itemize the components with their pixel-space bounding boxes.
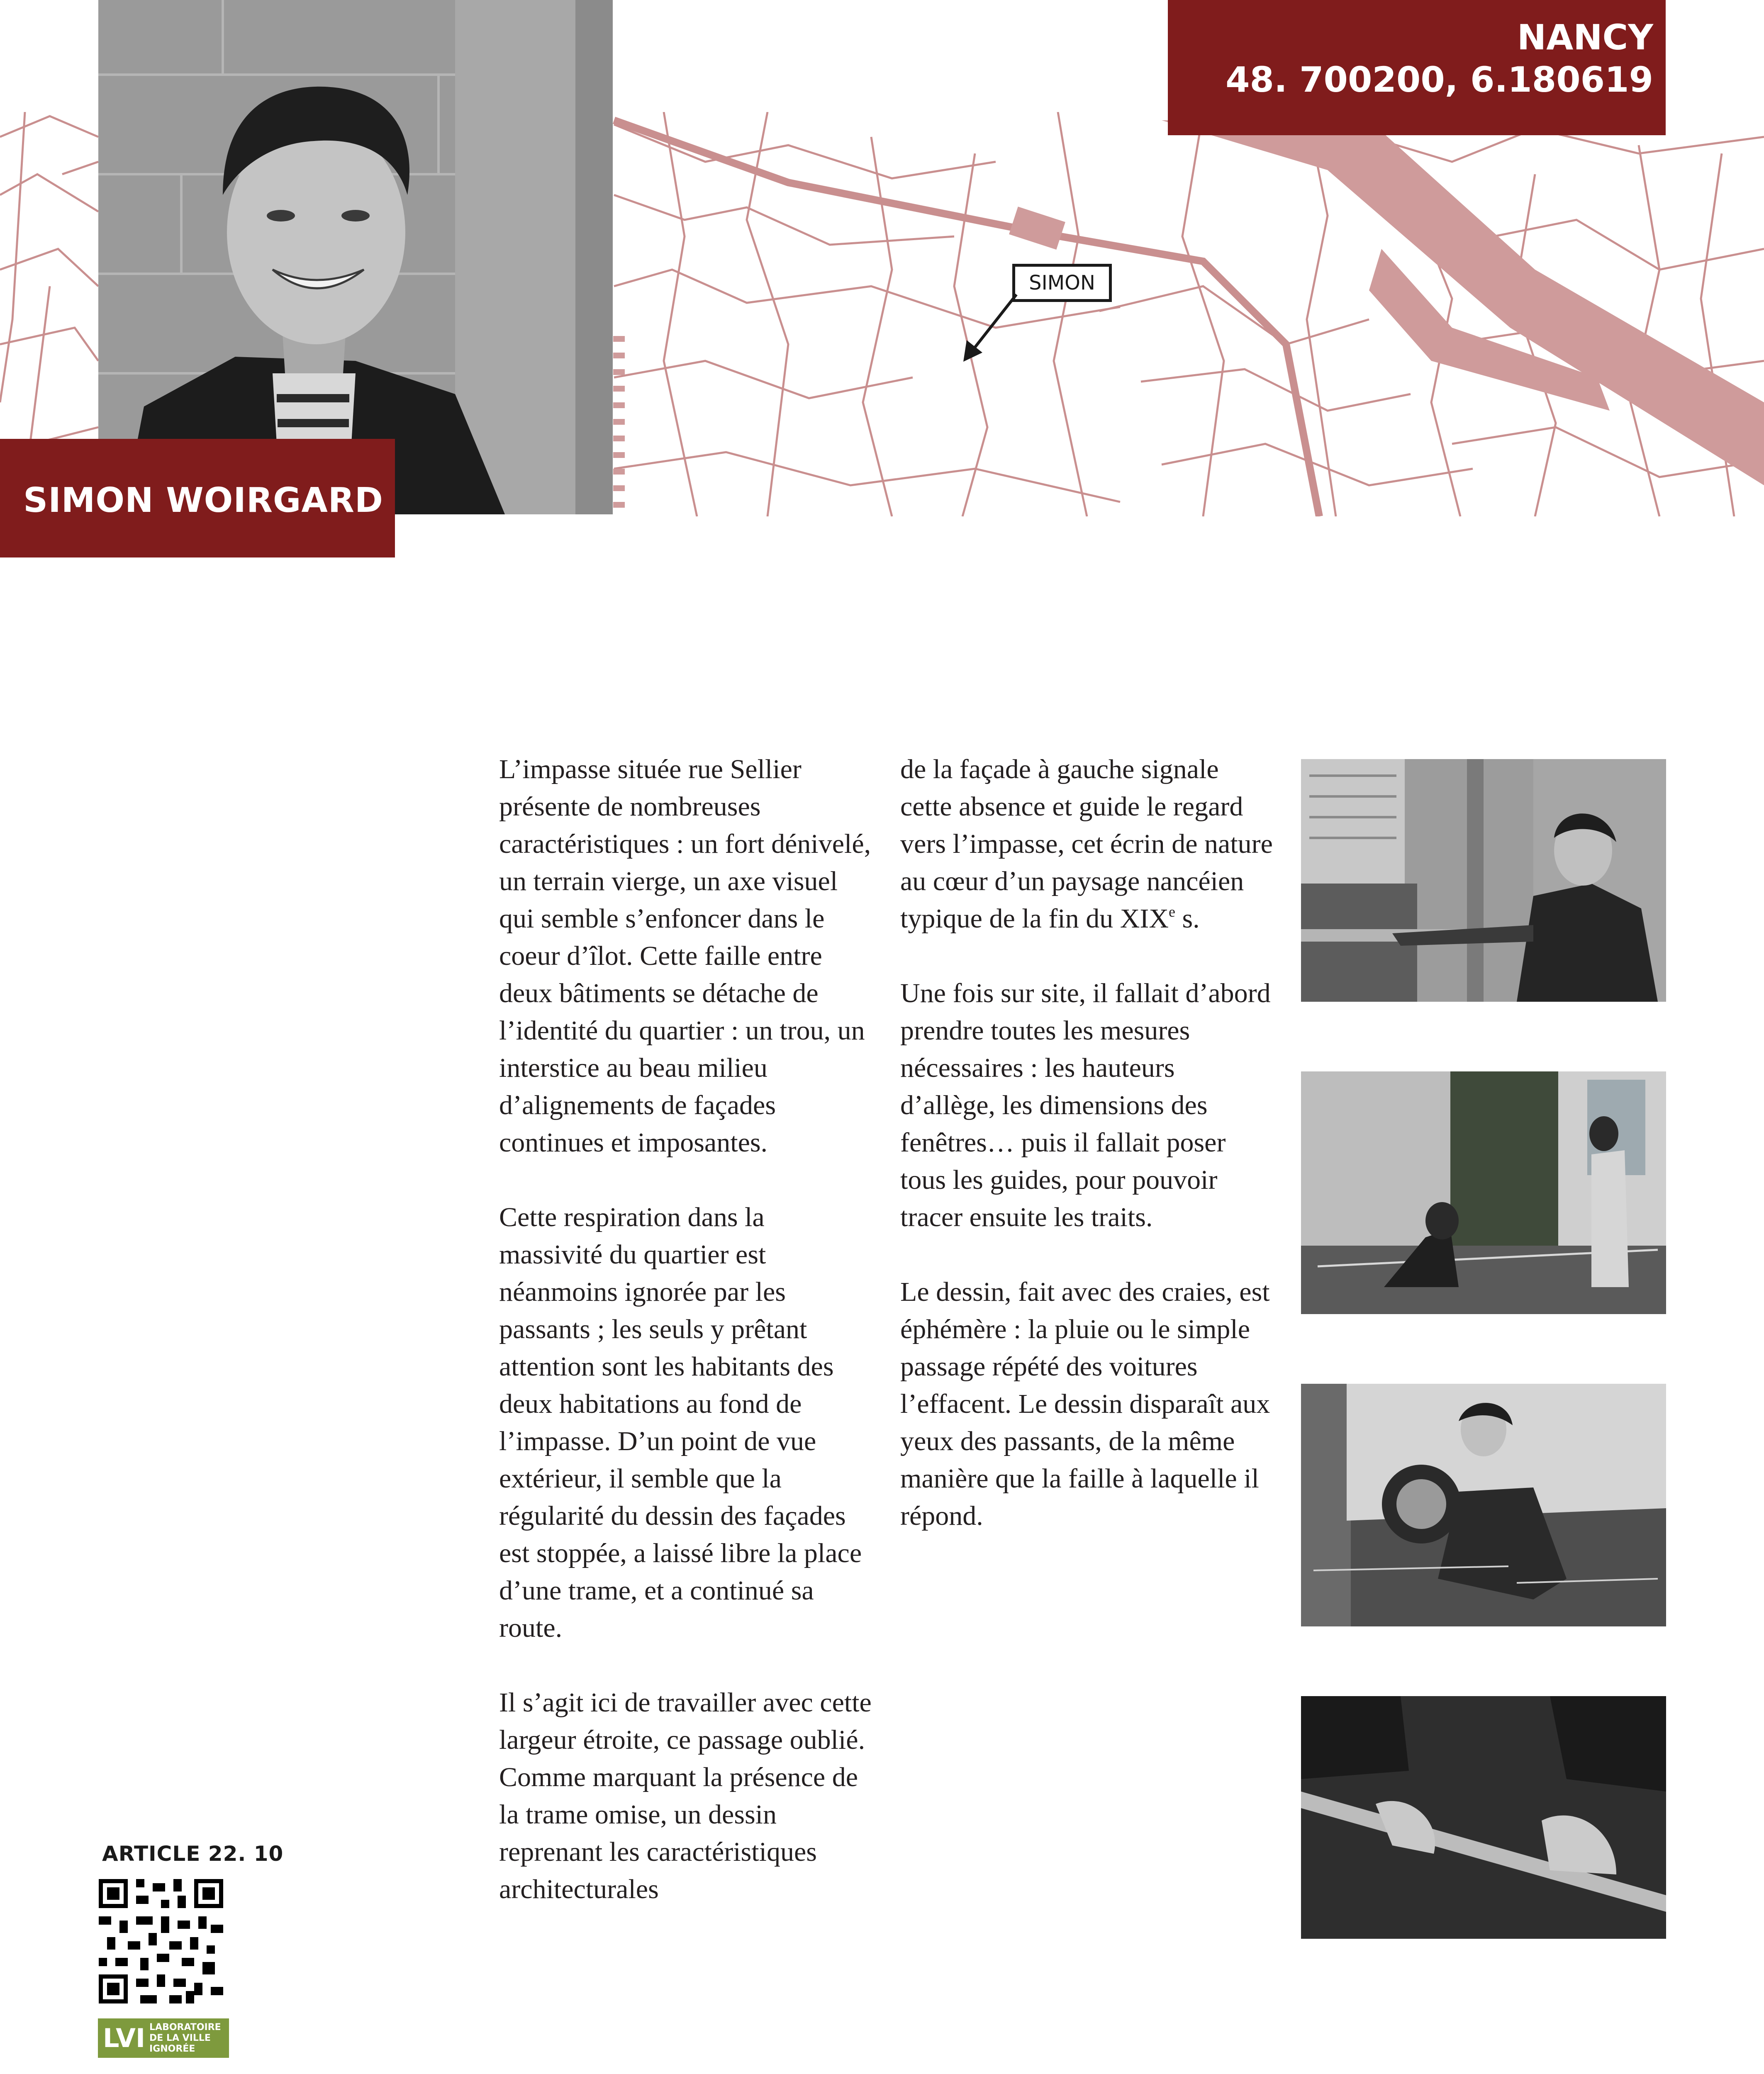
- paragraph-text-end: s.: [1175, 903, 1200, 934]
- map-marker-arrow-icon: [954, 290, 1021, 365]
- photo-hands-tracing: [1301, 1696, 1666, 1939]
- article-paragraph: Cette respiration dans la massivité du quartier est néanmoins ignorée par les passants ; les seuls y prêtant attention sont les habitants des deux habitations au fond de l’impasse. D’un point de vue extérieur, il semble que la régularité du dessin des façades est stoppée, a laissé libre la place d’une trame, et a continué sa route.: [499, 1202, 862, 1643]
- article-paragraph: Il s’agit ici de travailler avec cette largeur étroite, ce passage oublié. Comme marquant la présence de la trame omise, un dessin reprenant les caractéristiques architecturales: [499, 1687, 872, 1904]
- article-id: ARTICLE 22. 10: [102, 1842, 284, 1866]
- city-band: [1168, 0, 1666, 135]
- city-name: NANCY: [1517, 17, 1653, 58]
- photo-alley-drawing: [1301, 1071, 1666, 1314]
- map-marker-label: [1012, 264, 1112, 302]
- article-paragraph: L’impasse située rue Sellier présente de nombreuses caractéristiques : un fort dénivelé, un terrain vierge, un axe visuel qui semble s’enfoncer dans le coeur d’îlot. Cette faille entre deux bâtiments se détache de l’identité du quartier : un trou, un interstice au beau milieu d’alignements de façades continues et imposantes.: [499, 754, 871, 1158]
- article-paragraph: Une fois sur site, il fallait d’abord prendre toutes les mesures nécessaires : les hauteurs d’allège, les dimensions des fenêtres… puis il fallait poser tous les guides, pour pouvoir tracer ensuite les traits.: [900, 978, 1271, 1232]
- person-name-band: [0, 439, 395, 557]
- person-name: SIMON WOIRGARD: [23, 480, 383, 520]
- article-column-2: [900, 751, 1274, 1572]
- article-paragraph: [900, 751, 1274, 937]
- logo-line-2: DE LA VILLE IGNORÉE: [149, 2033, 211, 2054]
- article-paragraph: Le dessin, fait avec des craies, est éphémère : la pluie ou le simple passage répété des voitures l’effacent. Le dessin disparaît aux yeux des passants, de la même manière que la faille à laquelle il répond.: [900, 1277, 1270, 1531]
- photo-illustration: [1301, 759, 1666, 1002]
- photo-illustration: [1301, 1384, 1666, 1626]
- article-column-1: [499, 751, 872, 1945]
- photo-chalk-by-car: [1301, 1384, 1666, 1626]
- portrait-illustration: [98, 0, 613, 514]
- portrait-photo: [98, 0, 613, 514]
- logo-text: [149, 2022, 229, 2055]
- logo-line-1: LABORATOIRE: [149, 2022, 221, 2033]
- qr-code-icon[interactable]: [99, 1879, 223, 2003]
- city-coordinates: 48. 700200, 6.180619: [1226, 59, 1653, 100]
- paragraph-text: de la façade à gauche signale cette absence et guide le regard vers l’impasse, cet écrin de nature au cœur d’un paysage nancéien typique de la fin du XIX: [900, 754, 1273, 934]
- map-marker-text: SIMON: [1029, 271, 1095, 295]
- photo-illustration: [1301, 1696, 1666, 1939]
- photo-measuring-facade: [1301, 759, 1666, 1002]
- photo-illustration: [1301, 1071, 1666, 1314]
- lvi-logo: [98, 2018, 229, 2058]
- superscript-e: e: [1169, 903, 1175, 920]
- logo-mark: LVI: [103, 2023, 146, 2053]
